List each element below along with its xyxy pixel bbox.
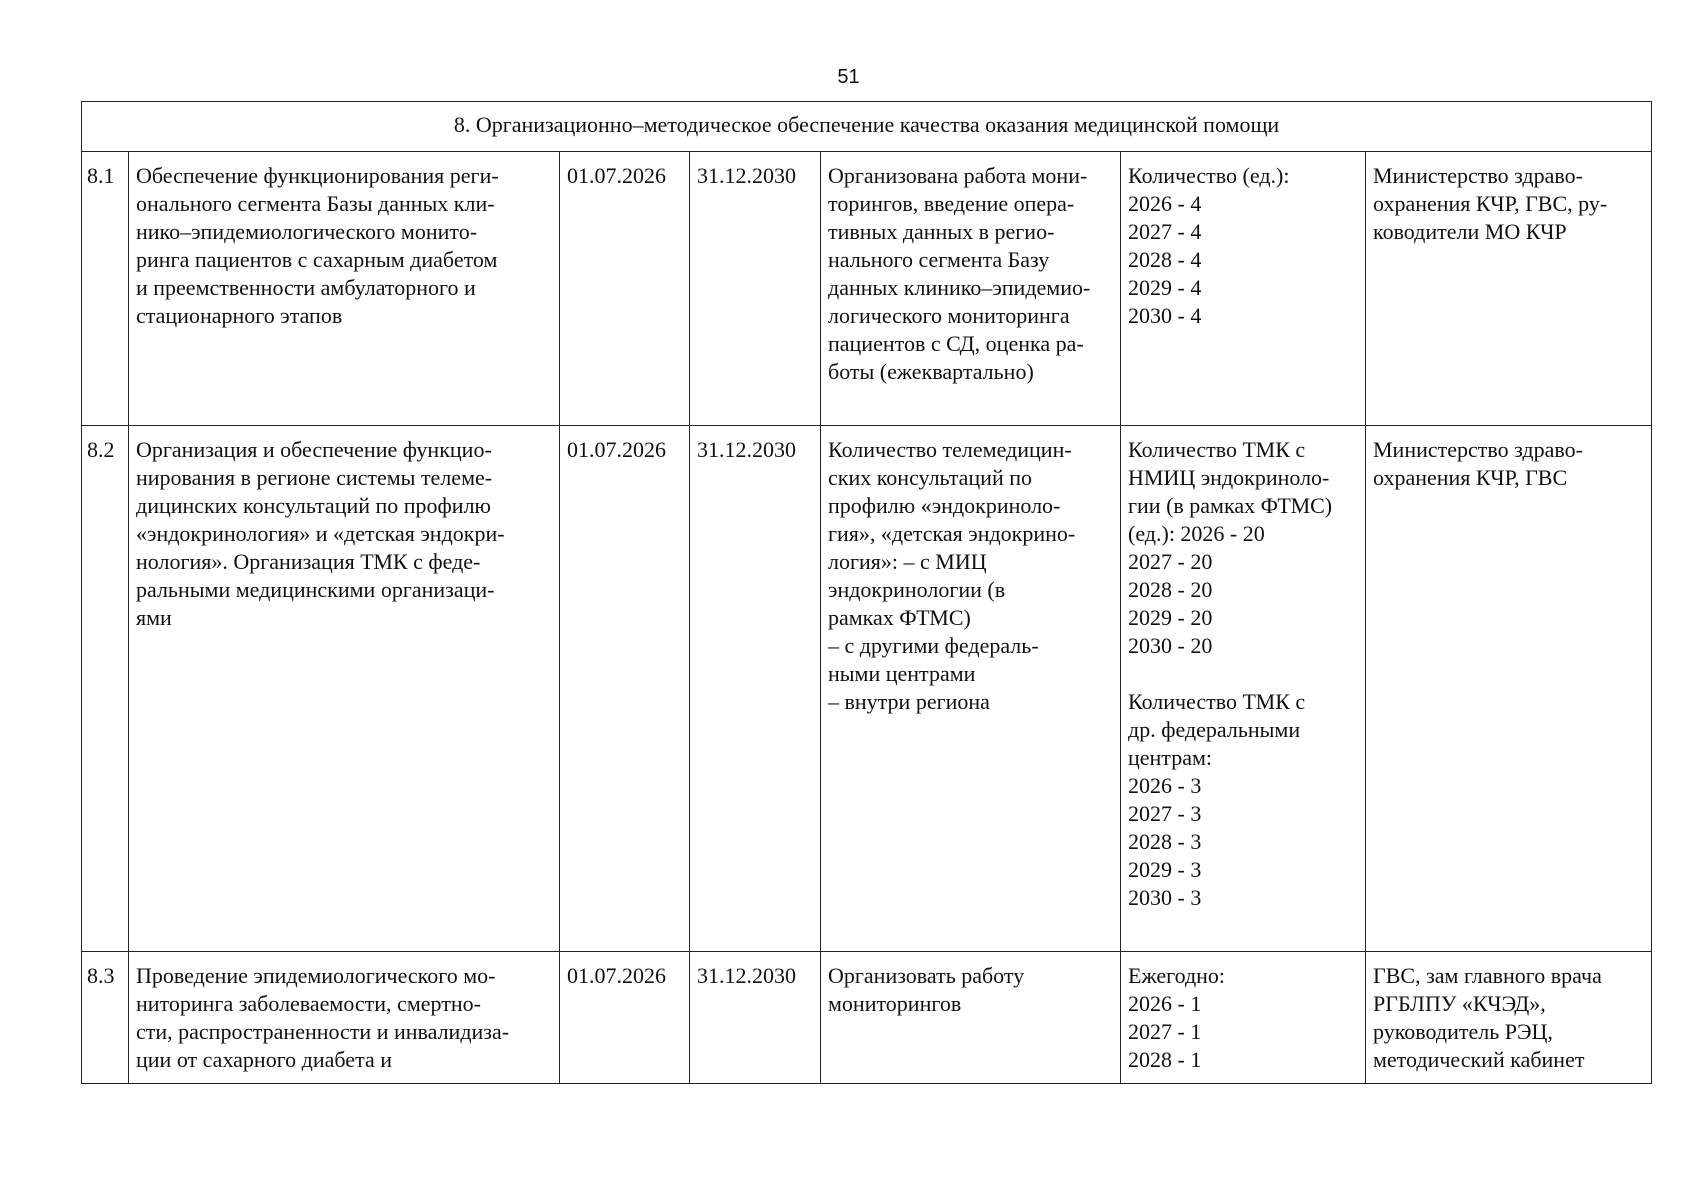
start-date-cell: 01.07.2026 xyxy=(560,426,690,952)
end-date-cell: 31.12.2030 xyxy=(690,952,821,1084)
row-number: 8.2 xyxy=(82,426,129,952)
section-title: 8. Организационно–методическое обеспечение качества оказания медицинской помощи xyxy=(82,102,1652,152)
result-cell: Количество телемедицин- ских консультаций по профилю «эндокриноло- гия», «детская эндокрино- логия»: – с МИЦ эндокринологии (в рамках ФТМС) – с другими федераль- ными центрами – внутри региона xyxy=(821,426,1121,952)
result-cell: Организована работа мони- торингов, введение опера- тивных данных в регио- нального сегмента Базу данных клинико–эпидемио- логического мониторинга пациентов с СД, оценка ра- боты (ежеквартально) xyxy=(821,152,1121,426)
table-row xyxy=(82,426,1652,952)
activity-cell: Организация и обеспечение функцио- нирования в регионе системы телеме- дицинских консультаций по профилю «эндокринология» и «детская эндокри- нология». Организация ТМК с феде- ральными медицинскими организаци- ями xyxy=(129,426,560,952)
indicator-cell: Количество ТМК с НМИЦ эндокриноло- гии (в рамках ФТМС) (ед.): 2026 - 20 2027 - 20 2028 - 20 2029 - 20 2030 - 20 Количество ТМК с др. федеральными центрам: 2026 - 3 2027 - 3 2028 - 3 2029 - 3 2030 - 3 xyxy=(1121,426,1366,952)
responsible-cell: Министерство здраво- охранения КЧР, ГВС, ру- ководители МО КЧР xyxy=(1366,152,1652,426)
activity-cell: Обеспечение функционирования реги- онального сегмента Базы данных кли- нико–эпидемиологического монито- ринга пациентов с сахарным диабетом и преемственности амбулаторного и стационарного этапов xyxy=(129,152,560,426)
result-cell: Организовать работу мониторингов xyxy=(821,952,1121,1084)
start-date-cell: 01.07.2026 xyxy=(560,952,690,1084)
page-number: 51 xyxy=(837,66,860,88)
indicator-cell: Ежегодно: 2026 - 1 2027 - 1 2028 - 1 xyxy=(1121,952,1366,1084)
table-row xyxy=(82,952,1652,1084)
end-date-cell: 31.12.2030 xyxy=(690,152,821,426)
section-header-row xyxy=(82,102,1652,152)
action-plan-table xyxy=(81,101,1652,1084)
indicator-cell: Количество (ед.): 2026 - 4 2027 - 4 2028 - 4 2029 - 4 2030 - 4 xyxy=(1121,152,1366,426)
row-number: 8.1 xyxy=(82,152,129,426)
responsible-cell: ГВС, зам главного врача РГБЛПУ «КЧЭД», руководитель РЭЦ, методический кабинет xyxy=(1366,952,1652,1084)
activity-cell: Проведение эпидемиологического мо- ниторинга заболеваемости, смертно- сти, распространенности и инвалидиза- ции от сахарного диабета и xyxy=(129,952,560,1084)
table-row xyxy=(82,152,1652,426)
responsible-cell: Министерство здраво- охранения КЧР, ГВС xyxy=(1366,426,1652,952)
row-number: 8.3 xyxy=(82,952,129,1084)
end-date-cell: 31.12.2030 xyxy=(690,426,821,952)
start-date-cell: 01.07.2026 xyxy=(560,152,690,426)
